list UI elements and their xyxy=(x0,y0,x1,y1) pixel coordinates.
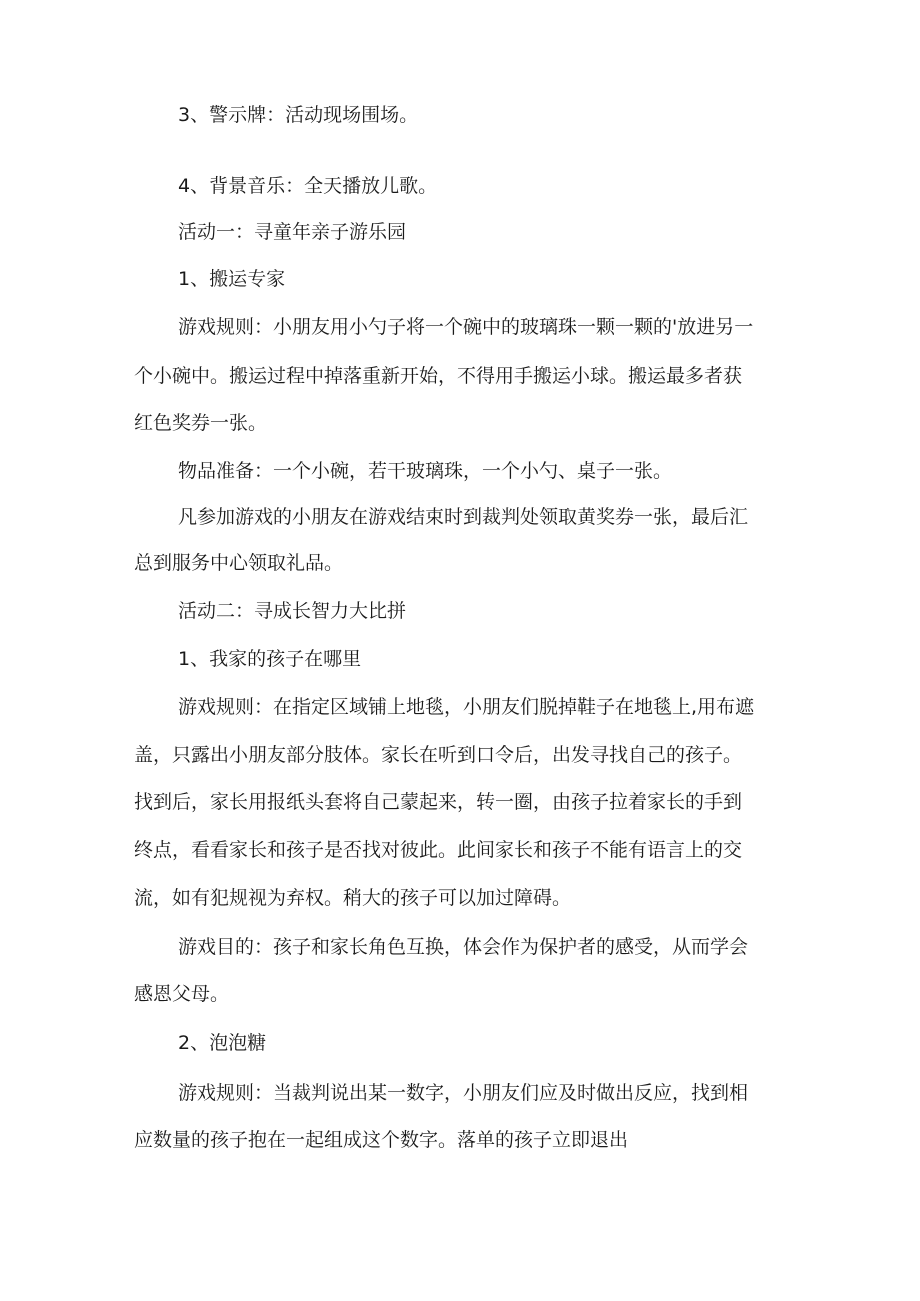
activity-two-heading: 活动二：寻成长智力大比拼 xyxy=(178,600,407,622)
activity-one-heading: 活动一：寻童年亲子游乐园 xyxy=(178,221,407,243)
game-three-title: 2、泡泡糖 xyxy=(178,1032,267,1054)
paragraph-line: 游戏规则：在指定区域铺上地毯，小朋友们脱掉鞋子在地毯上,用布遮 xyxy=(178,696,755,718)
item-warning-sign: 3、警示牌：活动现场围场。 xyxy=(178,104,419,126)
paragraph-line: 凡参加游戏的小朋友在游戏结束时到裁判处领取黄奖券一张，最后汇 xyxy=(178,506,749,528)
paragraph-line: 找到后，家长用报纸头套将自己蒙起来，转一圈，由孩子拉着家长的手到 xyxy=(134,791,743,813)
paragraph-line: 终点，看看家长和孩子是否找对彼此。此间家长和孩子不能有语言上的交 xyxy=(134,839,743,861)
paragraph-line: 游戏规则：当裁判说出某一数字，小朋友们应及时做出反应，找到相 xyxy=(178,1082,749,1104)
paragraph-line: 流，如有犯规视为弃权。稍大的孩子可以加过障碍。 xyxy=(134,887,572,909)
item-background-music: 4、背景音乐：全天播放儿歌。 xyxy=(178,175,438,197)
paragraph-line: 红色奖券一张。 xyxy=(134,412,268,434)
materials-line: 物品准备：一个小碗，若干玻璃珠，一个小勺、桌子一张。 xyxy=(178,460,673,482)
paragraph-line: 游戏规则：小朋友用小勺子将一个碗中的玻璃珠一颗一颗的'放进另一 xyxy=(178,316,754,338)
paragraph-line: 个小碗中。搬运过程中掉落重新开始，不得用手搬运小球。搬运最多者获 xyxy=(134,365,743,387)
paragraph-line: 感恩父母。 xyxy=(134,983,230,1005)
paragraph-line: 游戏目的：孩子和家长角色互换，体会作为保护者的感受，从而学会 xyxy=(178,936,749,958)
game-two-title: 1、我家的孩子在哪里 xyxy=(178,648,362,670)
paragraph-line: 总到服务中心领取礼品。 xyxy=(134,552,344,574)
paragraph-line: 应数量的孩子抱在一起组成这个数字。落单的孩子立即退出 xyxy=(134,1129,629,1151)
paragraph-line: 盖，只露出小朋友部分肢体。家长在听到口令后，出发寻找自己的孩子。 xyxy=(134,744,743,766)
game-one-title: 1、搬运专家 xyxy=(178,268,286,290)
